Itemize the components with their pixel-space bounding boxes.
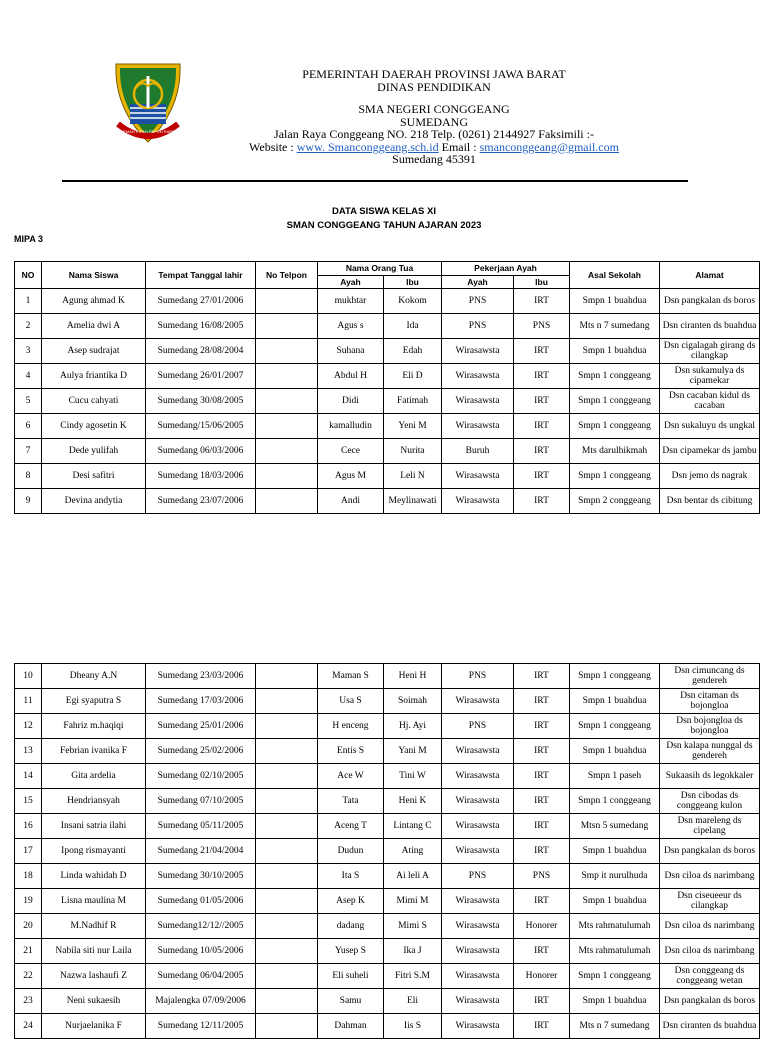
cell-kerja-ayah: Wirasawsta xyxy=(442,1014,514,1039)
cell-asal: Smpn 1 buahdua xyxy=(570,689,660,714)
cell-kerja-ayah: PNS xyxy=(442,864,514,889)
cell-no: 11 xyxy=(15,689,42,714)
cell-kerja-ayah: Wirasawsta xyxy=(442,364,514,389)
cell-kerja-ibu: IRT xyxy=(514,739,570,764)
cell-alamat: Dsn bentar ds cibitung xyxy=(660,489,760,514)
cell-asal: Smpn 1 buahdua xyxy=(570,839,660,864)
cell-no: 2 xyxy=(15,314,42,339)
cell-ibu: Kokom xyxy=(384,289,442,314)
cell-ibu: Meylinawati xyxy=(384,489,442,514)
letterhead-city: SUMEDANG xyxy=(399,114,468,129)
cell-alamat: Dsn sukaluyu ds ungkal xyxy=(660,414,760,439)
cell-nama: Cucu cahyati xyxy=(42,389,146,414)
cell-kerja-ibu: IRT xyxy=(514,939,570,964)
cell-no: 22 xyxy=(15,964,42,989)
cell-alamat: Dsn pangkalan ds boros xyxy=(660,989,760,1014)
cell-nama: Devina andytia xyxy=(42,489,146,514)
cell-nama: Nabila siti nur Laila xyxy=(42,939,146,964)
cell-ttl: Sumedang 25/01/2006 xyxy=(146,714,256,739)
title-line-1: DATA SISWA KELAS XI xyxy=(332,206,436,217)
header-alamat: Alamat xyxy=(660,262,760,289)
cell-alamat: Dsn conggeang ds conggeang wetan xyxy=(660,964,760,989)
table-row xyxy=(15,714,760,739)
table-row xyxy=(15,314,760,339)
cell-ibu: Fitri S.M xyxy=(384,964,442,989)
cell-ibu: Ida xyxy=(384,314,442,339)
cell-ttl: Sumedang 12/11/2005 xyxy=(146,1014,256,1039)
cell-nama: Agung ahmad K xyxy=(42,289,146,314)
cell-no: 1 xyxy=(15,289,42,314)
cell-nama: Insani satria ilahi xyxy=(42,814,146,839)
cell-kerja-ayah: Wirasawsta xyxy=(442,889,514,914)
cell-ttl: Sumedang 30/08/2005 xyxy=(146,389,256,414)
cell-telpon xyxy=(256,364,318,389)
website-link[interactable]: www. Smanconggeang.sch.id xyxy=(296,139,439,154)
cell-telpon xyxy=(256,339,318,364)
header-kerja-ibu: Ibu xyxy=(514,276,570,289)
cell-telpon xyxy=(256,739,318,764)
cell-ayah: Usa S xyxy=(318,689,384,714)
cell-alamat: Dsn ciranten ds buahdua xyxy=(660,314,760,339)
cell-ayah: Didi xyxy=(318,389,384,414)
cell-no: 9 xyxy=(15,489,42,514)
table-row xyxy=(15,764,760,789)
table-row xyxy=(15,839,760,864)
cell-kerja-ibu: IRT xyxy=(514,789,570,814)
cell-telpon xyxy=(256,714,318,739)
cell-ibu: Ai leli A xyxy=(384,864,442,889)
cell-asal: Smpn 1 conggeang xyxy=(570,664,660,689)
cell-kerja-ayah: Wirasawsta xyxy=(442,739,514,764)
cell-nama: Febrian ivanika F xyxy=(42,739,146,764)
cell-ibu: Heni K xyxy=(384,789,442,814)
cell-kerja-ibu: IRT xyxy=(514,439,570,464)
cell-kerja-ibu: IRT xyxy=(514,689,570,714)
cell-asal: Mts rahmatulumah xyxy=(570,914,660,939)
cell-kerja-ibu: IRT xyxy=(514,464,570,489)
header-orang-tua: Nama Orang Tua xyxy=(318,262,442,276)
cell-ttl: Sumedang12/12//2005 xyxy=(146,914,256,939)
cell-asal: Mts rahmatulumah xyxy=(570,939,660,964)
cell-ayah: Agus s xyxy=(318,314,384,339)
cell-no: 4 xyxy=(15,364,42,389)
cell-ttl: Sumedang 25/02/2006 xyxy=(146,739,256,764)
cell-kerja-ibu: IRT xyxy=(514,989,570,1014)
cell-no: 21 xyxy=(15,939,42,964)
cell-kerja-ayah: Wirasawsta xyxy=(442,389,514,414)
cell-alamat: Dsn cipamekar ds jambu xyxy=(660,439,760,464)
table-row xyxy=(15,1014,760,1039)
cell-nama: Aulya friantika D xyxy=(42,364,146,389)
cell-no: 20 xyxy=(15,914,42,939)
cell-no: 7 xyxy=(15,439,42,464)
cell-ayah: Aceng T xyxy=(318,814,384,839)
cell-no: 17 xyxy=(15,839,42,864)
header-asal: Asal Sekolah xyxy=(570,262,660,289)
cell-telpon xyxy=(256,889,318,914)
cell-kerja-ayah: Buruh xyxy=(442,439,514,464)
cell-ayah: Cece xyxy=(318,439,384,464)
cell-no: 23 xyxy=(15,989,42,1014)
cell-kerja-ibu: Honorer xyxy=(514,964,570,989)
table-row xyxy=(15,789,760,814)
cell-ibu: Mimi S xyxy=(384,914,442,939)
cell-kerja-ayah: Wirasawsta xyxy=(442,839,514,864)
cell-kerja-ayah: Wirasawsta xyxy=(442,789,514,814)
cell-kerja-ayah: PNS xyxy=(442,714,514,739)
cell-ayah: Eli suheli xyxy=(318,964,384,989)
cell-ibu: Mimi M xyxy=(384,889,442,914)
cell-ttl: Sumedang 28/08/2004 xyxy=(146,339,256,364)
cell-ayah: Entis S xyxy=(318,739,384,764)
cell-nama: Nazwa lashaufi Z xyxy=(42,964,146,989)
cell-kerja-ibu: IRT xyxy=(514,839,570,864)
cell-alamat: Dsn jemo ds nagrak xyxy=(660,464,760,489)
cell-ayah: Asep K xyxy=(318,889,384,914)
letterhead-agency: DINAS PENDIDIKAN xyxy=(377,79,491,94)
email-link[interactable]: smanconggeang@gmail.com xyxy=(479,139,619,154)
cell-ayah: Andi xyxy=(318,489,384,514)
cell-ttl: Sumedang 06/03/2006 xyxy=(146,439,256,464)
table-row xyxy=(15,489,760,514)
cell-telpon xyxy=(256,414,318,439)
cell-telpon xyxy=(256,864,318,889)
cell-alamat: Dsn sukamulya ds cipamekar xyxy=(660,364,760,389)
cell-nama: Dede yulifah xyxy=(42,439,146,464)
cell-kerja-ibu: IRT xyxy=(514,664,570,689)
cell-ibu: Yeni M xyxy=(384,414,442,439)
cell-ayah: Ita S xyxy=(318,864,384,889)
table-body-part-1 xyxy=(15,289,760,514)
cell-ibu: Ating xyxy=(384,839,442,864)
table-row xyxy=(15,939,760,964)
cell-alamat: Dsn citaman ds bojongloa xyxy=(660,689,760,714)
cell-ibu: Soimah xyxy=(384,689,442,714)
cell-kerja-ibu: PNS xyxy=(514,314,570,339)
table-row xyxy=(15,964,760,989)
cell-telpon xyxy=(256,689,318,714)
cell-kerja-ibu: IRT xyxy=(514,489,570,514)
student-table-part-2 xyxy=(14,663,760,1039)
cell-alamat: Dsn pangkalan ds boros xyxy=(660,839,760,864)
cell-no: 15 xyxy=(15,789,42,814)
cell-kerja-ayah: Wirasawsta xyxy=(442,814,514,839)
cell-kerja-ibu: IRT xyxy=(514,289,570,314)
header-kerja-ayah: Ayah xyxy=(442,276,514,289)
cell-ibu: Heni H xyxy=(384,664,442,689)
letterhead-province: PEMERINTAH DAERAH PROVINSI JAWA BARAT xyxy=(302,67,566,81)
cell-ttl: Sumedang 06/04/2005 xyxy=(146,964,256,989)
cell-asal: Smpn 1 buahdua xyxy=(570,989,660,1014)
cell-nama: Lisna maulina M xyxy=(42,889,146,914)
cell-kerja-ibu: IRT xyxy=(514,414,570,439)
cell-ibu: Eli D xyxy=(384,364,442,389)
cell-alamat: Dsn ciloa ds narimbang xyxy=(660,914,760,939)
cell-ibu: Yani M xyxy=(384,739,442,764)
cell-nama: Ipong rismayanti xyxy=(42,839,146,864)
cell-kerja-ayah: Wirasawsta xyxy=(442,489,514,514)
cell-kerja-ibu: PNS xyxy=(514,864,570,889)
cell-kerja-ayah: Wirasawsta xyxy=(442,414,514,439)
cell-kerja-ayah: Wirasawsta xyxy=(442,464,514,489)
cell-nama: Dheany A.N xyxy=(42,664,146,689)
letterhead-postal: Sumedang 45391 xyxy=(392,152,476,166)
cell-alamat: Dsn ciseueeur ds cilangkap xyxy=(660,889,760,914)
cell-ttl: Sumedang 02/10/2005 xyxy=(146,764,256,789)
cell-nama: Hendriansyah xyxy=(42,789,146,814)
cell-ayah: Maman S xyxy=(318,664,384,689)
cell-kerja-ayah: Wirasawsta xyxy=(442,989,514,1014)
table-row xyxy=(15,914,760,939)
cell-ibu: Lintang C xyxy=(384,814,442,839)
cell-telpon xyxy=(256,664,318,689)
cell-asal: Smpn 1 buahdua xyxy=(570,289,660,314)
cell-alamat: Dsn pangkalan ds boros xyxy=(660,289,760,314)
cell-alamat: Dsn ciloa ds narimbang xyxy=(660,939,760,964)
letterhead-school: SMA NEGERI CONGGEANG xyxy=(358,102,510,116)
cell-telpon xyxy=(256,839,318,864)
table-row xyxy=(15,339,760,364)
cell-kerja-ayah: Wirasawsta xyxy=(442,689,514,714)
cell-kerja-ayah: Wirasawsta xyxy=(442,914,514,939)
cell-alamat: Dsn kalapa nunggal ds gendereh xyxy=(660,739,760,764)
cell-ibu: Tini W xyxy=(384,764,442,789)
cell-ttl: Sumedang 07/10/2005 xyxy=(146,789,256,814)
cell-ayah: Tata xyxy=(318,789,384,814)
cell-ttl: Sumedang 05/11/2005 xyxy=(146,814,256,839)
table-row xyxy=(15,739,760,764)
cell-alamat: Dsn cimuncang ds gendereh xyxy=(660,664,760,689)
cell-asal: Mts darulhikmah xyxy=(570,439,660,464)
table-row xyxy=(15,464,760,489)
cell-no: 12 xyxy=(15,714,42,739)
table-row xyxy=(15,814,760,839)
cell-ttl: Sumedang 26/01/2007 xyxy=(146,364,256,389)
cell-ibu: Iis S xyxy=(384,1014,442,1039)
cell-asal: Mtsn 5 sumedang xyxy=(570,814,660,839)
cell-asal: Smpn 1 conggeang xyxy=(570,389,660,414)
cell-telpon xyxy=(256,939,318,964)
cell-ayah: Dudun xyxy=(318,839,384,864)
cell-telpon xyxy=(256,914,318,939)
cell-no: 6 xyxy=(15,414,42,439)
table-row xyxy=(15,889,760,914)
header-telpon: No Telpon xyxy=(256,262,318,289)
cell-no: 10 xyxy=(15,664,42,689)
cell-alamat: Dsn mareleng ds cipelang xyxy=(660,814,760,839)
cell-telpon xyxy=(256,289,318,314)
cell-no: 19 xyxy=(15,889,42,914)
cell-ttl: Sumedang 23/03/2006 xyxy=(146,664,256,689)
cell-ttl: Sumedang 18/03/2006 xyxy=(146,464,256,489)
cell-nama: Linda wahidah D xyxy=(42,864,146,889)
cell-nama: Nurjaelanika F xyxy=(42,1014,146,1039)
table-row xyxy=(15,689,760,714)
cell-kerja-ibu: IRT xyxy=(514,1014,570,1039)
cell-nama: Amelia dwi A xyxy=(42,314,146,339)
cell-asal: Smpn 1 conggeang xyxy=(570,364,660,389)
cell-no: 24 xyxy=(15,1014,42,1039)
cell-kerja-ayah: PNS xyxy=(442,289,514,314)
header-no: NO xyxy=(15,262,42,289)
table-row xyxy=(15,414,760,439)
table-row xyxy=(15,364,760,389)
cell-asal: Smpn 2 conggeang xyxy=(570,489,660,514)
cell-ibu: Ika J xyxy=(384,939,442,964)
cell-alamat: Dsn cigalagah girang ds cilangkap xyxy=(660,339,760,364)
logo-motto: GEMAH RIPAH REPEH RAPIH xyxy=(120,129,176,134)
cell-asal: Mts n 7 sumedang xyxy=(570,1014,660,1039)
cell-asal: Smpn 1 conggeang xyxy=(570,414,660,439)
cell-asal: Smpn 1 conggeang xyxy=(570,789,660,814)
cell-ayah: mukhtar xyxy=(318,289,384,314)
cell-no: 5 xyxy=(15,389,42,414)
website-prefix: Website : xyxy=(249,139,297,154)
cell-ayah: Yusep S xyxy=(318,939,384,964)
document-title xyxy=(0,205,768,233)
letterhead-address: Jalan Raya Conggeang NO. 218 Telp. (0261) 2144927 Faksimili :- xyxy=(274,127,594,141)
header-nama: Nama Siswa xyxy=(42,262,146,289)
cell-asal: Smpn 1 buahdua xyxy=(570,339,660,364)
cell-telpon xyxy=(256,464,318,489)
cell-alamat: Dsn cibodas ds conggeang kulon xyxy=(660,789,760,814)
table-body-part-2 xyxy=(15,664,760,1039)
cell-ayah: Ace W xyxy=(318,764,384,789)
cell-alamat: Sukaasih ds legokkaler xyxy=(660,764,760,789)
cell-alamat: Dsn cacaban kidul ds cacaban xyxy=(660,389,760,414)
cell-telpon xyxy=(256,789,318,814)
cell-ayah: kamalludin xyxy=(318,414,384,439)
cell-asal: Smpn 1 conggeang xyxy=(570,714,660,739)
cell-kerja-ibu: Honorer xyxy=(514,914,570,939)
cell-ibu: Eli xyxy=(384,989,442,1014)
cell-nama: Cindy agosetin K xyxy=(42,414,146,439)
cell-no: 16 xyxy=(15,814,42,839)
cell-ibu: Edah xyxy=(384,339,442,364)
cell-kerja-ibu: IRT xyxy=(514,889,570,914)
header-ayah: Ayah xyxy=(318,276,384,289)
cell-ayah: dadang xyxy=(318,914,384,939)
cell-asal: Smp it nurulhuda xyxy=(570,864,660,889)
header-pekerjaan: Pekerjaan Ayah xyxy=(442,262,570,276)
student-table-part-1 xyxy=(14,261,760,514)
cell-ttl: Sumedang 16/08/2005 xyxy=(146,314,256,339)
cell-alamat: Dsn ciranten ds buahdua xyxy=(660,1014,760,1039)
cell-no: 18 xyxy=(15,864,42,889)
cell-nama: Gita ardelia xyxy=(42,764,146,789)
header-ibu: Ibu xyxy=(384,276,442,289)
cell-ibu: Fatimah xyxy=(384,389,442,414)
cell-ttl: Sumedang 23/07/2006 xyxy=(146,489,256,514)
cell-asal: Smpn 1 buahdua xyxy=(570,739,660,764)
cell-nama: Neni sukaesih xyxy=(42,989,146,1014)
cell-no: 3 xyxy=(15,339,42,364)
cell-ttl: Sumedang 10/05/2006 xyxy=(146,939,256,964)
cell-kerja-ayah: Wirasawsta xyxy=(442,764,514,789)
cell-telpon xyxy=(256,764,318,789)
cell-alamat: Dsn ciloa ds narimbang xyxy=(660,864,760,889)
table-row xyxy=(15,864,760,889)
cell-nama: Fahriz m.haqiqi xyxy=(42,714,146,739)
table-row xyxy=(15,389,760,414)
letterhead xyxy=(0,0,768,185)
header-ttl: Tempat Tanggal lahir xyxy=(146,262,256,289)
cell-kerja-ibu: IRT xyxy=(514,814,570,839)
cell-telpon xyxy=(256,989,318,1014)
cell-kerja-ibu: IRT xyxy=(514,764,570,789)
cell-telpon xyxy=(256,964,318,989)
table-row xyxy=(15,289,760,314)
cell-asal: Smpn 1 paseh xyxy=(570,764,660,789)
cell-ibu: Hj. Ayi xyxy=(384,714,442,739)
cell-asal: Smpn 1 buahdua xyxy=(570,889,660,914)
cell-telpon xyxy=(256,389,318,414)
cell-ayah: Dahman xyxy=(318,1014,384,1039)
cell-telpon xyxy=(256,814,318,839)
cell-kerja-ibu: IRT xyxy=(514,714,570,739)
cell-ayah: Agus M xyxy=(318,464,384,489)
cell-ayah: Abdul H xyxy=(318,364,384,389)
cell-nama: M.Nadhif R xyxy=(42,914,146,939)
cell-ayah: Suhana xyxy=(318,339,384,364)
cell-ttl: Sumedang 17/03/2006 xyxy=(146,689,256,714)
cell-telpon xyxy=(256,314,318,339)
cell-telpon xyxy=(256,489,318,514)
cell-asal: Smpn 1 conggeang xyxy=(570,464,660,489)
cell-kerja-ibu: IRT xyxy=(514,364,570,389)
cell-ayah: H enceng xyxy=(318,714,384,739)
cell-kerja-ayah: PNS xyxy=(442,314,514,339)
cell-ttl: Sumedang 01/05/2006 xyxy=(146,889,256,914)
title-line-2: SMAN CONGGEANG TAHUN AJARAN 2023 xyxy=(286,220,482,231)
cell-alamat: Dsn bojongloa ds bojongloa xyxy=(660,714,760,739)
cell-ibu: Nurita xyxy=(384,439,442,464)
cell-no: 8 xyxy=(15,464,42,489)
cell-ttl: Sumedang 27/01/2006 xyxy=(146,289,256,314)
table-row xyxy=(15,664,760,689)
cell-kerja-ayah: PNS xyxy=(442,664,514,689)
cell-ayah: Samu xyxy=(318,989,384,1014)
cell-telpon xyxy=(256,439,318,464)
cell-asal: Mts n 7 sumedang xyxy=(570,314,660,339)
cell-ttl: Sumedang 30/10/2005 xyxy=(146,864,256,889)
cell-kerja-ayah: Wirasawsta xyxy=(442,964,514,989)
cell-kerja-ayah: Wirasawsta xyxy=(442,939,514,964)
cell-ttl: Sumedang 21/04/2004 xyxy=(146,839,256,864)
cell-nama: Desi safitri xyxy=(42,464,146,489)
cell-nama: Asep sudrajat xyxy=(42,339,146,364)
cell-asal: Smpn 1 conggeang xyxy=(570,964,660,989)
cell-ttl: Sumedang/15/06/2005 xyxy=(146,414,256,439)
cell-telpon xyxy=(256,1014,318,1039)
cell-no: 13 xyxy=(15,739,42,764)
cell-kerja-ibu: IRT xyxy=(514,389,570,414)
cell-kerja-ibu: IRT xyxy=(514,339,570,364)
cell-ibu: Leli N xyxy=(384,464,442,489)
class-label: MIPA 3 xyxy=(14,234,44,244)
cell-nama: Egi syaputra S xyxy=(42,689,146,714)
email-prefix: Email : xyxy=(438,139,480,154)
table-row xyxy=(15,439,760,464)
cell-kerja-ayah: Wirasawsta xyxy=(442,339,514,364)
cell-ttl: Majalengka 07/09/2006 xyxy=(146,989,256,1014)
cell-no: 14 xyxy=(15,764,42,789)
letterhead-divider xyxy=(62,180,688,182)
table-row xyxy=(15,989,760,1014)
